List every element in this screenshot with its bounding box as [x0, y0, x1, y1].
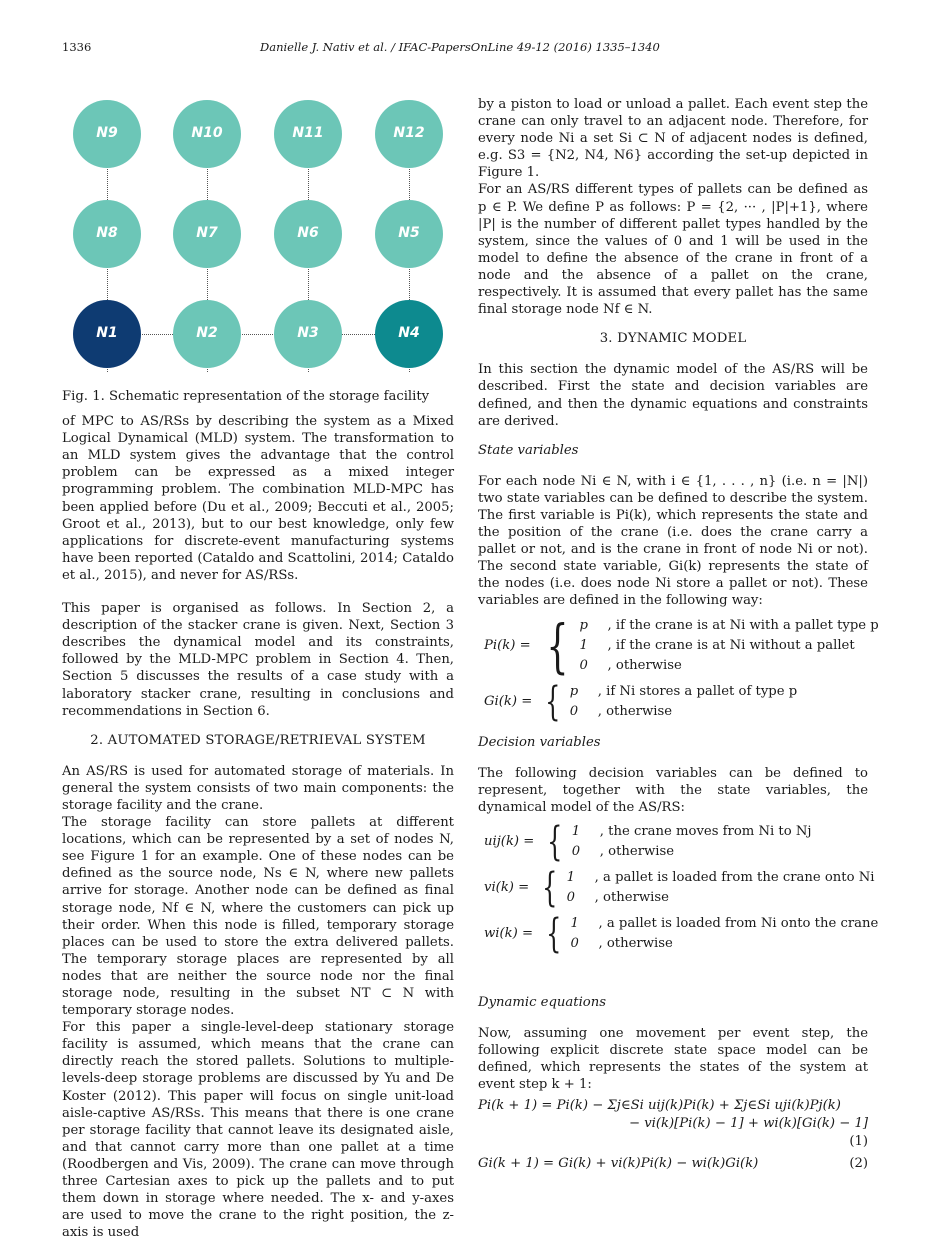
equation-lhs: Gi(k) =: [484, 693, 533, 709]
storage-node-n7: N7: [173, 200, 241, 268]
running-header: Danielle J. Nativ et al. / IFAC-PapersOnLine 49-12 (2016) 1335–1340: [260, 40, 660, 54]
case-condition: , a pallet is loaded from Ni onto the crane: [598, 915, 879, 931]
case-condition: , otherwise: [594, 889, 669, 905]
paragraph: In this section the dynamic model of the AS/RS will be described. First the state and decision variables are defined, and then the dynamic equations and constraints are derived.: [478, 362, 868, 429]
equation-2: [478, 1155, 868, 1173]
storage-node-n4: N4: [375, 300, 443, 368]
case-condition: , otherwise: [599, 843, 675, 859]
case-value: 0: [571, 843, 581, 859]
left-column: [62, 80, 454, 1241]
storage-node-n9: N9: [73, 100, 141, 168]
case-value: 0: [569, 703, 579, 719]
paragraph: by a piston to load or unload a pallet. Each event step the crane can only travel to an adjacent node. Therefore, for every node Ni a set Si ⊂ N of adjacent nodes is defined, e.g. S3 = {N2, N4, N6} according the set-up depicted in Figure 1.: [478, 97, 868, 181]
subsection-heading: State variables: [478, 442, 579, 458]
paragraph: This paper is organised as follows. In Section 2, a description of the stacker crane is given. Next, Section 3 describes the dynamical model and its constraints, followed by the MLD-MPC problem in Section 4. Then, Section 5 discusses the results of a case study with a laboratory stacker crane, resulting in conclusions and recommendations in Section 6.: [62, 601, 454, 719]
subsection-heading: Dynamic equations: [478, 994, 606, 1010]
storage-node-n5: N5: [375, 200, 443, 268]
case-value: 1: [579, 637, 588, 653]
section-heading: 3. DYNAMIC MODEL: [599, 331, 747, 347]
paragraph: The following decision variables can be defined to represent, together with the state variables, the dynamical model of the AS/RS:: [478, 765, 868, 815]
case-value: 1: [566, 869, 576, 885]
case-value: 1: [571, 823, 581, 839]
case-condition: , a pallet is loaded from the crane onto Ni: [594, 869, 875, 885]
figure-caption: Fig. 1. Schematic representation of the storage facility: [62, 389, 430, 404]
case-value: 0: [566, 889, 576, 905]
equation-lhs: vi(k) =: [484, 880, 530, 896]
case-value: p: [569, 683, 579, 699]
paragraph: For an AS/RS different types of pallets can be defined as p ∈ P. We define P as follows: P = {2, ··· , |P|+1}, where |P| is the number of different pallet types handled by the system, since the values of 0 and 1 will be used in the model to define the absence of the crane in front of a node and the absence of a pallet on the crane, respectively. It is assumed that every pallet has the same final storage node Nf ∈ N.: [478, 182, 868, 318]
case-condition: , if the crane is at Ni with a pallet type p: [607, 617, 879, 633]
case-condition: , otherwise: [607, 657, 682, 673]
paragraph: An AS/RS is used for automated storage of materials. In general the system consists of two main components: the storage facility and the crane.: [62, 763, 454, 813]
paragraph: For this paper a single-level-deep stationary storage facility is assumed, which means that the crane can directly reach the stored pallets. Solutions to multiple-levels-deep storage problems are discussed by Yu and De Koster (2012). This paper will focus on single unit-load aisle-captive AS/RSs. This means that there is one crane per storage facility that cannot leave its designated aisle, and that cannot carry more than one pallet at a time (Roodbergen and Vis, 2009). The crane can move through three Cartesian axes to pick up the pallets and to put them down in storage where needed. The x- and y-axes are used to move the crane to the right position, the z-axis is used: [62, 1020, 454, 1241]
equation-v: vi(k) = { 1 , a pallet is loaded from the crane onto Ni 0 , otherwise: [484, 864, 875, 911]
storage-node-n12: N12: [375, 100, 443, 168]
equation-w: wi(k) = { 1 , a pallet is loaded from Ni onto the crane 0 , otherwise: [484, 910, 879, 957]
storage-node-n11: N11: [274, 100, 342, 168]
case-value: 0: [579, 657, 588, 673]
case-condition: , otherwise: [598, 935, 673, 951]
figure-1: [62, 80, 454, 380]
equation-lhs: Pi(k) =: [484, 637, 531, 653]
equation-number: (2): [849, 1156, 868, 1172]
storage-node-n2: N2: [173, 300, 241, 368]
case-condition: , if Ni stores a pallet of type p: [597, 683, 798, 699]
equation-P: Pi(k) = { p , if the crane is at Ni with a pallet type p 1 , if the crane is at Ni without a pallet 0 , otherwise: [484, 611, 879, 680]
equation-1-line-1: Pi(k + 1) = Pi(k) − Σj∈Si uij(k)Pi(k) + Σj∈Si uji(k)Pj(k): [478, 1098, 841, 1114]
case-condition: , the crane moves from Ni to Nj: [599, 823, 812, 839]
equation-1: [478, 1097, 868, 1115]
storage-node-n1: N1: [73, 300, 141, 368]
case-condition: , otherwise: [597, 703, 673, 719]
paragraph: Now, assuming one movement per event step, the following explicit discrete state space model can be defined, which represents the states of the system at event step k + 1:: [478, 1026, 868, 1093]
subsection-heading: Decision variables: [478, 734, 601, 750]
equation-lhs: wi(k) =: [484, 926, 534, 942]
storage-node-n8: N8: [73, 200, 141, 268]
right-column: [478, 96, 879, 1173]
storage-node-n6: N6: [274, 200, 342, 268]
equation-number: (1): [849, 1134, 868, 1150]
equation-2-body: Gi(k + 1) = Gi(k) + vi(k)Pi(k) − wi(k)Gi(k): [478, 1156, 759, 1172]
storage-node-n10: N10: [173, 100, 241, 168]
equation-1-line-2: − vi(k)[Pi(k) − 1] + wi(k)[Gi(k) − 1]: [628, 1116, 868, 1132]
equation-lhs: uij(k) =: [484, 834, 535, 850]
paragraph: of MPC to AS/RSs by describing the system as a Mixed Logical Dynamical (MLD) system. The transformation to an MLD system gives the advantage that the control problem can be expressed as a mixed integer programming problem. The combination MLD-MPC has been applied before (Du et al., 2009; Beccuti et al., 2005; Groot et al., 2013), but to our best knowledge, only few applications for discrete-event manufacturing systems have been reported (Cataldo and Scattolini, 2014; Cataldo et al., 2015), and never for AS/RSs.: [62, 414, 454, 583]
paragraph: The storage facility can store pallets at different locations, which can be represented by a set of nodes N, see Figure 1 for an example. One of these nodes can be defined as the source node, Ns ∈ N, where new pallets arrive for storage. Another node can be defined as final storage node, Nf ∈ N, where the customers can pick up their order. When this node is filled, temporary storage places can be used to store the extra delivered pallets. The temporary storage places are represented by all nodes that are neither the source node nor the final storage node, resulting in the subset NT ⊂ N with temporary storage nodes.: [62, 815, 454, 1019]
case-value: 1: [570, 915, 579, 931]
equation-u: uij(k) = { 1 , the crane moves from Ni to Nj 0 , otherwise: [484, 818, 812, 865]
equation-G: Gi(k) = { p , if Ni stores a pallet of type p 0 , otherwise: [484, 678, 798, 725]
page-number: 1336: [62, 40, 92, 54]
case-condition: , if the crane is at Ni without a pallet: [607, 637, 855, 653]
case-value: 0: [570, 935, 579, 951]
section-heading: 2. AUTOMATED STORAGE/RETRIEVAL SYSTEM: [90, 732, 426, 748]
case-value: p: [579, 617, 588, 633]
storage-node-n3: N3: [274, 300, 342, 368]
paragraph: For each node Ni ∈ N, with i ∈ {1, . . . , n} (i.e. n = |N|) two state variables can be defined to describe the system. The first variable is Pi(k), which represents the state and the position of the crane (i.e. does the crane carry a pallet or not, and is the crane in front of node Ni or not). The second state variable, Gi(k) represents the state of the nodes (i.e. does node Ni store a pallet or not). These variables are defined in the following way:: [478, 473, 868, 609]
